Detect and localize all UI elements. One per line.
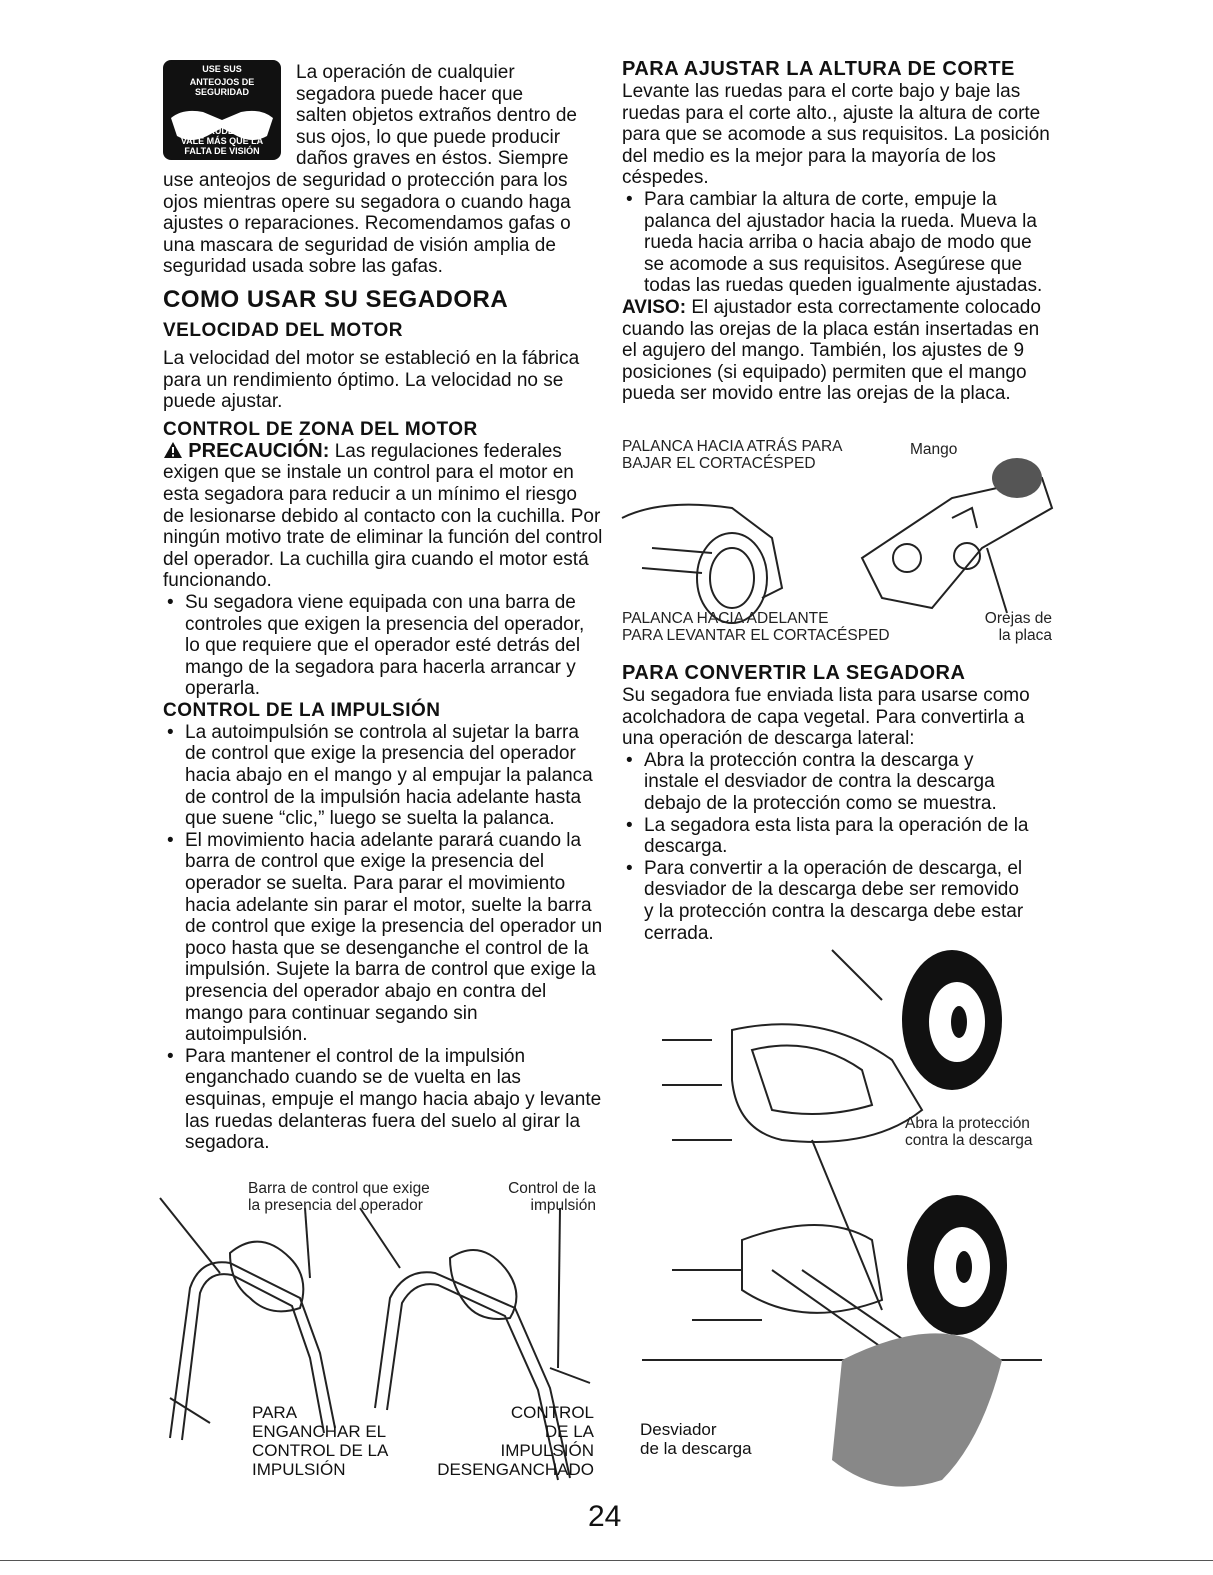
height-bullets [622, 189, 1054, 297]
section-title: COMO USAR SU SEGADORA [163, 285, 509, 313]
intro-line: salten objetos extraños dentro de [296, 105, 577, 127]
bottom-divider [0, 1560, 1213, 1561]
fig-deflector-label [640, 1420, 752, 1458]
label-line: Barra de control que exige [248, 1180, 430, 1197]
drive-title: CONTROL DE LA IMPULSIÓN [163, 699, 441, 721]
wheel-icon [907, 1195, 1007, 1335]
label-line: la placa [998, 627, 1052, 644]
zone-bullets [163, 592, 603, 700]
right-column-top [622, 58, 1054, 405]
label-line: PARA LEVANTAR EL CORTACÉSPED [622, 627, 890, 644]
convert-title: PARA CONVERTIR LA SEGADORA [622, 662, 966, 684]
list-item: • La autoimpulsión se controla al sujetar la barra de control que exige la presencia del operador hacia abajo en el mango y al empujar la palanca de control de la impulsión hacia adelante hasta que suene “clic,” luego se suelta la palanca. [163, 722, 603, 830]
speed-title: VELOCIDAD DEL MOTOR [163, 319, 403, 341]
right-column-bottom [622, 662, 1054, 944]
label-line: CONTROL DE LA [252, 1441, 389, 1460]
intro-line: daños graves en éstos. Siempre [296, 148, 569, 170]
list-item: • Para mantener el control de la impulsión enganchado cuando se de vuelta en las esquinas, empuje el mango hacia abajo y levante las ruedas delanteras fuera del suelo al girar la segadora. [163, 1046, 603, 1154]
fig-forward-label [622, 610, 890, 644]
label-line: Abra la protección [905, 1115, 1030, 1132]
caution-label: PRECAUCIÓN: [188, 439, 330, 462]
list-item: • Para cambiar la altura de corte, empuje la palanca del ajustador hacia la rueda. Mueva la rueda hacia arriba o hacia abajo de modo que se acomode a sus requisitos. Asegúrese que todas las ruedas queden igualmente ajustadas. [622, 189, 1054, 297]
drive-bullets [163, 722, 603, 1154]
left-column [163, 170, 603, 1154]
intro-wrap [296, 62, 606, 170]
caution-paragraph [163, 441, 603, 592]
wheel-icon [902, 950, 1002, 1090]
fig-label-drive [490, 1180, 596, 1214]
label-line: ENGANCHAR EL [252, 1422, 387, 1441]
label-line: PARA [252, 1403, 298, 1422]
fig-label-disengaged [428, 1403, 594, 1479]
height-title: PARA AJUSTAR LA ALTURA DE CORTE [622, 58, 1015, 80]
badge-line-2: ANTEOJOS DE [189, 77, 255, 87]
label-line: BAJAR EL CORTACÉSPED [622, 455, 816, 472]
page-number: 24 [588, 1500, 622, 1533]
label-line: contra la descarga [905, 1132, 1033, 1149]
list-item: • Para convertir a la operación de descarga, el desviador de la descarga debe ser removido y la protección contra la descarga debe estar cerrada. [622, 858, 1032, 944]
list-item: • Abra la protección contra la descarga y instale el desviador de contra la descarga debajo de la protección como se muestra. [622, 750, 1032, 815]
label-line: Desviador [640, 1420, 717, 1439]
label-line: PALANCA HACIA ATRÁS PARA [622, 438, 843, 455]
warning-triangle-icon [163, 441, 183, 459]
notice-text: El ajustador esta correctamente colocado cuando las orejas de la placa están insertadas en el agujero del mango. También, los ajustes de 9 posiciones (si equipado) permiten que el mango pueda ser movido entre las orejas de la placa. [622, 296, 1041, 405]
label-line: Orejas de [984, 610, 1052, 627]
list-item: • Su segadora viene equipada con una barra de controles que exigen la presencia del operador, lo que requiere que el operador esté detrás del mango de la segadora para hacerla arrancar y operarla. [163, 592, 603, 700]
label-line: de la descarga [640, 1439, 752, 1458]
fig-label-bar [248, 1180, 430, 1214]
label-line: DESENGANCHADO [437, 1460, 594, 1479]
list-item: • La segadora esta lista para la operación de la descarga. [622, 815, 1032, 858]
safety-glasses-badge [163, 60, 281, 160]
deflector-shape [832, 1333, 1002, 1486]
intro-line: segadora puede hacer que [296, 83, 524, 105]
fig-open-label [905, 1115, 1033, 1149]
label-line: impulsión [530, 1197, 596, 1214]
badge-line-3: SEGURIDAD [194, 87, 249, 97]
list-item: • El movimiento hacia adelante parará cuando la barra de control que exige la presencia del operador se suelta. Para parar el movimiento hacia adelante sin parar el motor, suelte la barra de control que exige la presencia del operador un poco hasta que se desenganche el control de la impulsión. Sujete la barra de control que exige la presencia del operador abajo en contra del mango para continuar segando sin autoimpulsión. [163, 830, 603, 1046]
badge-line-5: VALE MÁS QUE LA [180, 136, 264, 146]
fig-label-engage [252, 1403, 388, 1479]
intro-text: use anteojos de seguridad o protección para los ojos mientras opere su segadora o cuando haga ajustes o reparaciones. Recomendamos gafas o una mascara de seguridad de visión amplia de seguridad usada sobre las gafas. [163, 170, 571, 278]
height-adjuster-figure [622, 438, 1054, 648]
label-line: DE LA [544, 1422, 594, 1441]
fig-handle-label: Mango [910, 441, 958, 458]
notice-paragraph [622, 297, 1054, 405]
intro-line: sus ojos, lo que puede producir [296, 126, 561, 148]
badge-line-4: LA PRUDENCIA [188, 126, 256, 136]
deflector-figure [622, 940, 1054, 1510]
label-line: la presencia del operador [248, 1197, 423, 1214]
fig-back-label [622, 438, 843, 472]
label-line: IMPULSIÓN [252, 1460, 346, 1479]
label-line: IMPULSIÓN [500, 1441, 594, 1460]
label-line: CONTROL [510, 1403, 594, 1422]
speed-text: La velocidad del motor se estableció en la fábrica para un rendimiento óptimo. La velocidad no se puede ajustar. [163, 347, 580, 413]
caution-text: Las regulaciones federales exigen que se instale un control para el motor en esta segadora para reducir a un mínimo el riesgo de lesionarse debido al contacto con la cuchilla. Por ningún motivo trate de eliminar la función del control del operador. La cuchilla gira cuando el motor está funcionando. [163, 440, 603, 592]
height-text: Levante las ruedas para el corte bajo y baje las ruedas para el corte alto., ajuste la altura de corte para que se acomode a sus requisitos. La posición del medio es la mejor para la mayoría de los céspedes. [622, 81, 1050, 189]
badge-line-1: USE SUS [202, 64, 242, 74]
badge-line-6: FALTA DE VISIÓN [184, 146, 260, 156]
label-line: Control de la [508, 1180, 596, 1197]
label-line: PALANCA HACIA ADELANTE [622, 610, 829, 627]
intro-line: La operación de cualquier [296, 62, 515, 83]
drive-control-figure [160, 1178, 600, 1498]
convert-bullets [622, 750, 1032, 944]
notice-label: AVISO: [622, 296, 687, 318]
convert-text: Su segadora fue enviada lista para usarse como acolchadora de capa vegetal. Para convertirla a una operación de descarga lateral: [622, 685, 1030, 750]
handle-grip-icon [992, 458, 1042, 498]
fig-ears-label [952, 610, 1052, 644]
zone-title: CONTROL DE ZONA DEL MOTOR [163, 418, 478, 440]
